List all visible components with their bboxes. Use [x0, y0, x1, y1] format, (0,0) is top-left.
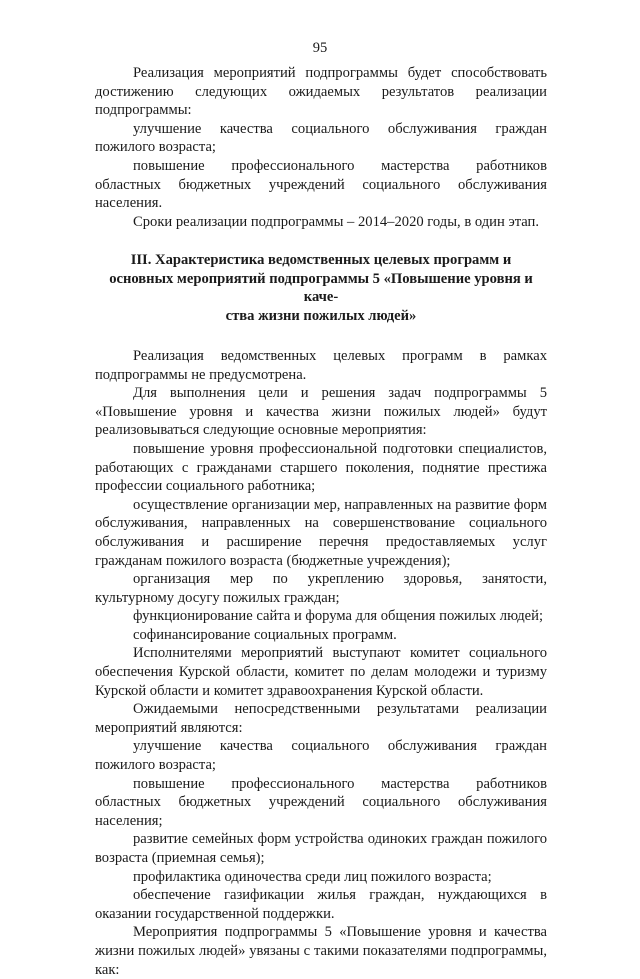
paragraph: Реализация ведомственных целевых программ в рамках подпрограммы не предусмотрена. — [95, 347, 547, 383]
paragraph: софинансирование социальных программ. — [133, 626, 397, 643]
paragraph: Исполнителями мероприятий выступают комитет социального обеспечения Курской области, комитет по делам молодежи и туризму Курской области и комитет здравоохранения Курской области. — [95, 645, 547, 699]
paragraph: Реализация мероприятий подпрограммы будет способствовать достижению следующих ожидаемых результатов реализации подпрограммы: — [95, 65, 547, 119]
section-heading-line: основных мероприятий подпрограммы 5 «Повышение уровня и каче- — [109, 270, 533, 306]
paragraph: Ожидаемыми непосредственными результатами реализации мероприятий являются: — [95, 701, 547, 736]
paragraph: повышение профессионального мастерства работников областных бюджетных учреждений социального обслуживания населения. — [95, 157, 547, 212]
paragraph: профилактика одиночества среди лиц пожилого возраста; — [133, 868, 492, 885]
paragraph: обеспечение газификации жилья граждан, нуждающихся в оказании государственной поддержки. — [95, 887, 547, 922]
paragraph: Сроки реализации подпрограммы – 2014–2020 годы, в один этап. — [133, 213, 540, 230]
paragraph: функционирование сайта и форума для общения пожилых людей; — [133, 608, 544, 625]
paragraph: улучшение качества социального обслуживания граждан пожилого возраста; — [95, 120, 547, 156]
paragraph: улучшение качества социального обслуживания граждан пожилого возраста; — [95, 738, 547, 774]
paragraph: Для выполнения цели и решения задач подпрограммы 5 «Повышение уровня и качества жизни пожилых людей» будут реализовываться следующие основные мероприятия: — [95, 385, 547, 439]
paragraph: повышение уровня профессиональной подготовки специалистов, работающих с гражданами старшего поколения, поднятие престижа професcии социального работника; — [95, 440, 547, 495]
section-heading-line: ства жизни пожилых людей» — [225, 307, 417, 324]
paragraph: осуществление организации мер, направленных на развитие форм обслуживания, направленных на совершенствование социального обслуживания и расширение перечня предоставляемых услуг гражданам пожилого возраста (бюджетные учреждения); — [95, 496, 547, 569]
paragraph: Мероприятия подпрограммы 5 «Повышение уровня и качества жизни пожилых людей» увязаны с такими показателями подпрограммы, как: — [95, 924, 547, 978]
paragraph: развитие семейных форм устройства одиноких граждан пожилого возраста (приемная семья); — [95, 831, 547, 866]
paragraph: повышение профессионального мастерства работников областных бюджетных учреждений социального обслуживания населения; — [95, 775, 547, 829]
paragraph: организация мер по укреплению здоровья, занятости, культурному досугу пожилых граждан; — [95, 571, 547, 606]
section-heading-line: III. Характеристика ведомственных целевых программ и — [130, 252, 512, 269]
section-heading — [95, 251, 547, 325]
page-content — [95, 64, 547, 979]
page-number: 95 — [312, 40, 328, 56]
